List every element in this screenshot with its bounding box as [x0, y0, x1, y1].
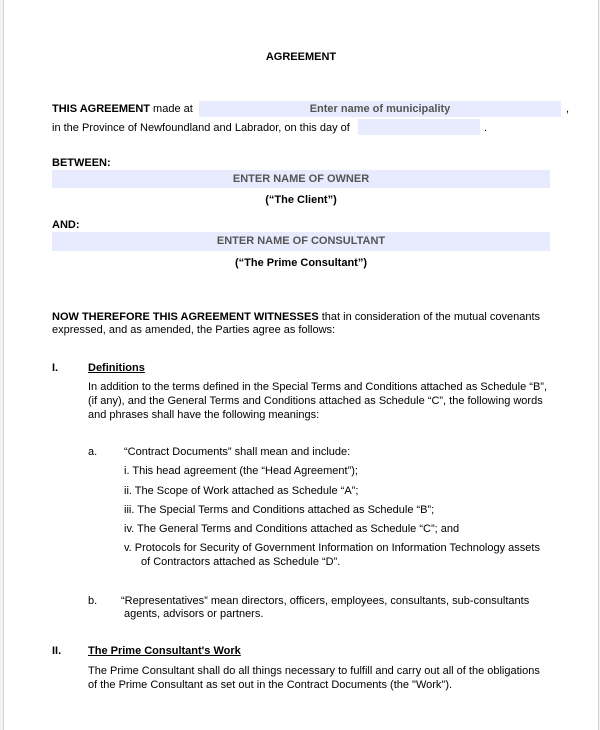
subitem: i. This head agreement (the “Head Agreement”);	[124, 465, 358, 477]
item-b-line-1: “Representatives” mean directors, officers, employees, consultants, sub-consultants	[121, 595, 530, 607]
witness-rest: that in consideration of the mutual covenants	[318, 311, 541, 323]
witness-line-2: expressed, and as amended, the Parties agree as follows:	[52, 324, 336, 336]
subitem: v. Protocols for Security of Government Information on Information Technology assets	[124, 542, 540, 554]
consultant-name-field[interactable]: ENTER NAME OF CONSULTANT	[52, 232, 550, 251]
intro-period: .	[484, 122, 488, 134]
municipality-field[interactable]: Enter name of municipality	[199, 101, 561, 117]
document-title: AGREEMENT	[265, 51, 337, 63]
section-1-para-line: (if any), and the General Terms and Conditions attached as Schedule “C”, the following words	[88, 395, 543, 407]
subitem: iv. The General Terms and Conditions attached as Schedule “C”; and	[124, 523, 460, 535]
subitem: ii. The Scope of Work attached as Schedule “A”;	[124, 485, 359, 497]
day-field[interactable]	[358, 119, 480, 135]
section-2-number: II.	[52, 645, 62, 657]
intro-line-1	[52, 102, 193, 116]
item-a-text: “Contract Documents” shall mean and include:	[124, 446, 351, 458]
intro-line-2: in the Province of Newfoundland and Labrador, on this day of	[52, 122, 350, 134]
subitem: of Contractors attached as Schedule “D”.	[141, 556, 341, 568]
client-role: (“The Client”)	[265, 194, 337, 206]
intro-comma: ,	[566, 103, 570, 115]
section-1-number: I.	[52, 362, 59, 374]
witness-lead: NOW THEREFORE THIS AGREEMENT WITNESSES	[52, 311, 319, 323]
item-b-line-2: agents, advisors or partners.	[124, 608, 264, 620]
section-2-para-line: The Prime Consultant shall do all things necessary to fulfill and carry out all of the obligations	[88, 665, 540, 677]
intro-made-at: made at	[150, 103, 193, 115]
item-a-letter: a.	[88, 446, 98, 458]
intro-lead: THIS AGREEMENT	[52, 103, 150, 115]
owner-name-field[interactable]: ENTER NAME OF OWNER	[52, 170, 550, 188]
section-2-heading: The Prime Consultant's Work	[88, 645, 241, 657]
section-1-para-line: and phrases shall have the following meanings:	[88, 409, 320, 421]
section-1-heading: Definitions	[88, 362, 145, 374]
section-1-para-line: In addition to the terms defined in the Special Terms and Conditions attached as Schedule “B”,	[88, 381, 548, 393]
document-page	[3, 0, 599, 730]
subitem: iii. The Special Terms and Conditions attached as Schedule “B”;	[124, 504, 435, 516]
item-b-letter: b.	[88, 595, 98, 607]
between-label: BETWEEN:	[52, 157, 111, 169]
and-label: AND:	[52, 219, 80, 231]
witness-line-1	[52, 310, 540, 324]
prime-consultant-role: (“The Prime Consultant”)	[234, 257, 367, 269]
section-2-para-line: of the Prime Consultant as set out in the Contract Documents (the "Work").	[88, 679, 453, 691]
